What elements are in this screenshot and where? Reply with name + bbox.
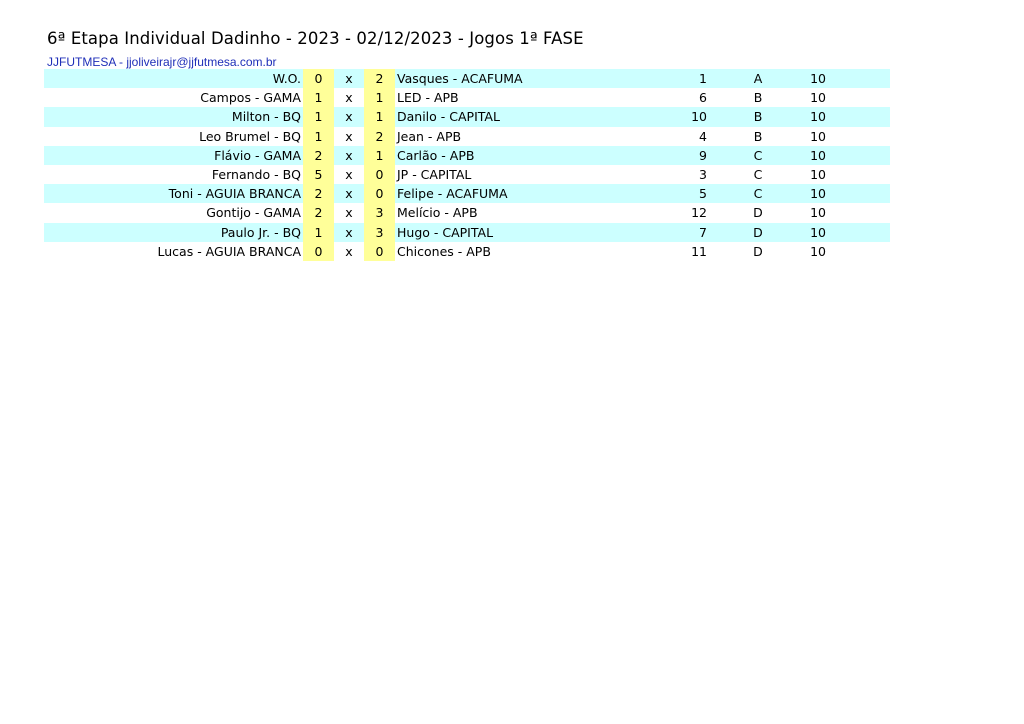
player-number: 7 — [699, 224, 707, 240]
away-score: 3 — [364, 203, 395, 222]
away-score: 0 — [364, 242, 395, 261]
match-row — [44, 146, 890, 165]
home-score: 0 — [303, 69, 334, 88]
home-score: 2 — [303, 146, 334, 165]
home-score: 0 — [303, 242, 334, 261]
group-letter: B — [753, 90, 763, 106]
match-row — [44, 203, 890, 222]
home-score: 1 — [303, 223, 334, 242]
away-score: 2 — [364, 127, 395, 146]
versus-mark: x — [345, 186, 353, 202]
player-number: 5 — [699, 186, 707, 202]
group-letter: D — [753, 205, 763, 221]
away-player: Melício - APB — [397, 205, 478, 221]
home-player: Paulo Jr. - BQ — [220, 224, 301, 240]
away-score: 1 — [364, 88, 395, 107]
points: 10 — [810, 109, 826, 125]
match-row — [44, 127, 890, 146]
home-score: 1 — [303, 107, 334, 126]
home-player: Fernando - BQ — [211, 166, 301, 182]
away-score: 0 — [364, 184, 395, 203]
versus-mark: x — [345, 71, 353, 86]
home-player: Milton - BQ — [231, 109, 301, 125]
group-letter: D — [753, 224, 763, 240]
versus-mark: x — [345, 90, 353, 106]
group-letter: C — [753, 186, 763, 202]
points: 10 — [810, 90, 826, 106]
away-player: Chicones - APB — [397, 243, 491, 259]
versus-mark: x — [345, 147, 353, 163]
home-score: 1 — [303, 88, 334, 107]
player-number: 1 — [699, 71, 707, 86]
versus-mark: x — [345, 109, 353, 125]
player-number: 4 — [699, 128, 707, 144]
away-score: 3 — [364, 223, 395, 242]
match-row — [44, 242, 890, 261]
home-player: Flávio - GAMA — [214, 147, 301, 163]
away-score: 1 — [364, 146, 395, 165]
home-player: Gontijo - GAMA — [206, 205, 301, 221]
away-score: 1 — [364, 107, 395, 126]
away-player: Vasques - ACAFUMA — [397, 71, 523, 86]
away-player: Felipe - ACAFUMA — [397, 186, 508, 202]
page-title: 6ª Etapa Individual Dadinho - 2023 - 02/12/2023 - Jogos 1ª FASE — [47, 29, 584, 48]
home-score: 2 — [303, 203, 334, 222]
group-letter: C — [753, 166, 763, 182]
points: 10 — [810, 243, 826, 259]
versus-mark: x — [345, 128, 353, 144]
home-score: 2 — [303, 184, 334, 203]
away-score: 0 — [364, 165, 395, 184]
home-player: W.O. — [272, 71, 301, 86]
points: 10 — [810, 147, 826, 163]
player-number: 10 — [691, 109, 707, 125]
versus-mark: x — [345, 205, 353, 221]
away-player: Jean - APB — [397, 128, 462, 144]
away-player: Danilo - CAPITAL — [397, 109, 500, 125]
match-row — [44, 184, 890, 203]
match-row — [44, 107, 890, 126]
group-letter: B — [753, 109, 763, 125]
player-number: 12 — [691, 205, 707, 221]
group-letter: B — [753, 128, 763, 144]
player-number: 6 — [699, 90, 707, 106]
home-player: Toni - AGUIA BRANCA — [168, 186, 301, 202]
home-score: 1 — [303, 127, 334, 146]
match-row — [44, 165, 890, 184]
player-number: 11 — [691, 243, 707, 259]
points: 10 — [810, 166, 826, 182]
home-score: 5 — [303, 165, 334, 184]
group-letter: A — [753, 71, 763, 86]
points: 10 — [810, 128, 826, 144]
versus-mark: x — [345, 243, 353, 259]
match-row — [44, 69, 890, 88]
group-letter: D — [753, 243, 763, 259]
home-player: Campos - GAMA — [200, 90, 301, 106]
points: 10 — [810, 205, 826, 221]
away-player: LED - APB — [397, 90, 459, 106]
away-player: JP - CAPITAL — [397, 166, 472, 182]
player-number: 9 — [699, 147, 707, 163]
points: 10 — [810, 224, 826, 240]
match-row — [44, 223, 890, 242]
versus-mark: x — [345, 166, 353, 182]
points: 10 — [810, 186, 826, 202]
group-letter: C — [753, 147, 763, 163]
matches-table — [44, 69, 890, 261]
home-player: Lucas - AGUIA BRANCA — [157, 243, 301, 259]
player-number: 3 — [699, 166, 707, 182]
versus-mark: x — [345, 224, 353, 240]
away-score: 2 — [364, 69, 395, 88]
contact-line: JJFUTMESA - jjoliveirajr@jjfutmesa.com.br — [47, 55, 277, 69]
away-player: Hugo - CAPITAL — [397, 224, 494, 240]
home-player: Leo Brumel - BQ — [199, 128, 301, 144]
away-player: Carlão - APB — [397, 147, 475, 163]
points: 10 — [810, 71, 826, 86]
match-row — [44, 88, 890, 107]
